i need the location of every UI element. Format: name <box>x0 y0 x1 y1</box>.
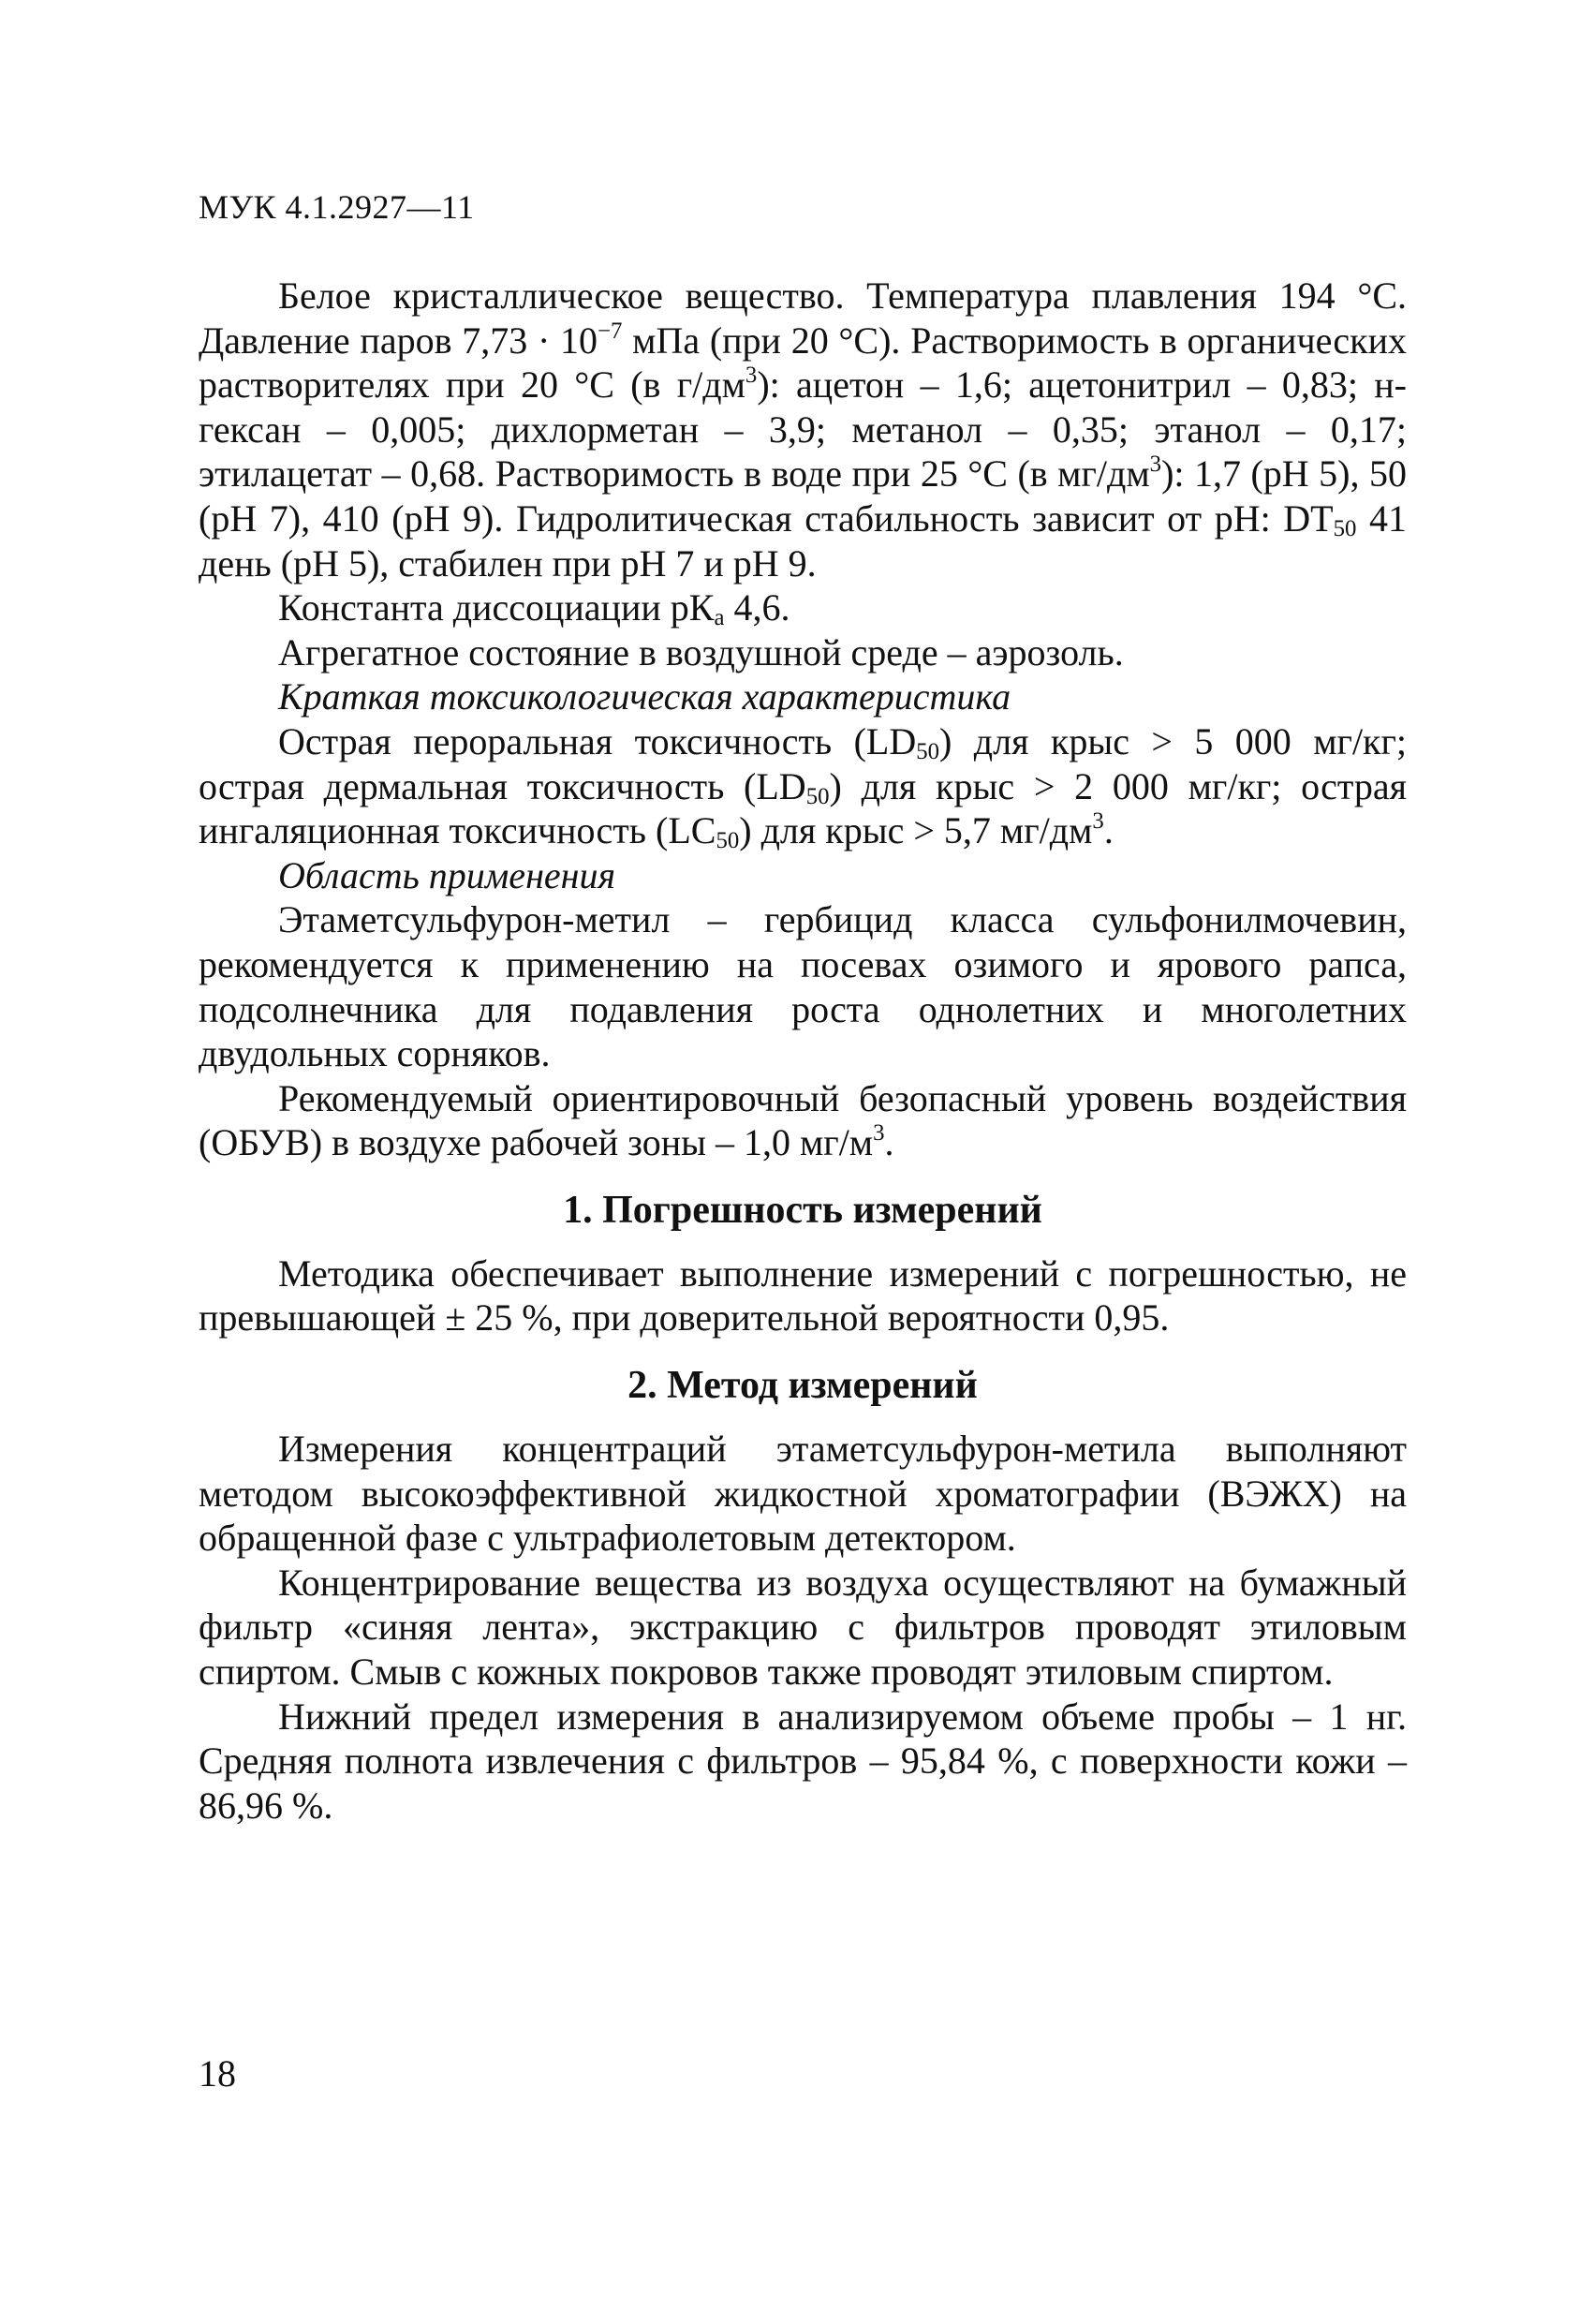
section-1-paragraph: Методика обеспечивает выполнение измерений с погрешностью, не превышающей ± 25 %, при доверительной вероятности 0,95. <box>199 1251 1407 1340</box>
section-2-paragraph-1: Измерения концентраций этаметсульфурон-метила выполняют методом высокоэффективной жидкостной хроматографии (ВЭЖХ) на обращенной фазе с ультрафиолетовым детектором. <box>199 1428 1407 1560</box>
pka-paragraph <box>199 585 1407 630</box>
toxicology-paragraph <box>199 719 1407 853</box>
text-run: мПа (при 20 °С). Растворимость в органических растворителях при 20 °С (в г/дм <box>199 318 1407 407</box>
exponent: 3 <box>1092 808 1104 835</box>
application-heading: Область применения <box>278 853 616 896</box>
text-run: ): ацетон – 1,6; ацетонитрил – 0,83; н-гексан – 0,005; дихлорметан – 3,9; метанол – 0,35; этанол – 0,17; этилацетат – 0,68. Растворимость в воде при 25 °С (в мг/дм <box>199 363 1407 496</box>
text-run: . <box>1103 809 1114 852</box>
section-2-paragraph-3: Нижний предел измерения в анализируемом объеме пробы – 1 нг. Средняя полнота извлечения с фильтров – 95,84 %, с поверхности кожи – 86,96 %. <box>199 1695 1407 1827</box>
subscript: 50 <box>916 738 940 764</box>
text-run: 41 день (рН 5), стабилен при рН 7 и рН 9. <box>199 496 1408 585</box>
document-code-header: МУК 4.1.2927—11 <box>199 188 475 226</box>
section-2-paragraph-2: Концентрирование вещества из воздуха осуществляют на бумажный фильтр «синяя лента», экстракцию с фильтров проводят этиловым спиртом. Смыв с кожных покровов также проводят этиловым спиртом. <box>199 1561 1407 1694</box>
section-2-title: 2. Метод измерений <box>627 1364 978 1408</box>
text-run: ) для крыс > 5,7 мг/дм <box>739 809 1093 852</box>
text-run: Рекомендуемый ориентировочный безопасный уровень воздействия (ОБУВ) в воздухе рабочей зоны – 1,0 мг/м <box>199 1076 1407 1164</box>
text-run: ): 1,7 (рН 5), 50 (рН 7), 410 (рН 9). Гидролитическая стабильность зависит от рН: DT <box>199 452 1407 540</box>
aggregate-state-paragraph: Агрегатное состояние в воздушной среде – аэрозоль. <box>278 630 1124 674</box>
subscript: 50 <box>716 828 740 854</box>
text-run: 4,6. <box>724 586 790 629</box>
text-run: . <box>884 1121 894 1164</box>
properties-paragraph <box>199 274 1407 585</box>
toxicology-heading: Краткая токсикологическая характеристика <box>278 675 1011 718</box>
section-1-title: 1. Погрешность измерений <box>563 1188 1042 1232</box>
application-paragraph: Этаметсульфурон-метил – гербицид класса сульфонилмочевин, рекомендуется к применению на посевах озимого и ярового рапса, подсолнечника для подавления роста однолетних и многолетних двудольных сорняков. <box>199 898 1407 1075</box>
text-run: Острая пероральная токсичность (LD <box>278 719 917 762</box>
page-number: 18 <box>199 2052 236 2095</box>
subscript: 50 <box>1333 515 1357 541</box>
exponent: 3 <box>745 363 758 389</box>
text-run: Белое кристаллическое вещество. Температура плавления 194 °С. Давление паров 7,73 · 10 <box>199 274 1407 362</box>
exponent: −7 <box>598 318 623 344</box>
document-body <box>199 274 1407 1828</box>
exposure-level-paragraph <box>199 1076 1407 1165</box>
subscript: а <box>714 605 725 631</box>
exponent: 3 <box>873 1120 885 1147</box>
text-run: ) для крыс > 2 000 мг/кг; острая ингаляционная токсичность (LC <box>199 764 1408 852</box>
text-run: Константа диссоциации рК <box>278 586 715 629</box>
exponent: 3 <box>1149 451 1162 478</box>
text-run: ) для крыс > 5 000 мг/кг; острая дермальная токсичность (LD <box>199 719 1408 807</box>
subscript: 50 <box>805 783 830 809</box>
